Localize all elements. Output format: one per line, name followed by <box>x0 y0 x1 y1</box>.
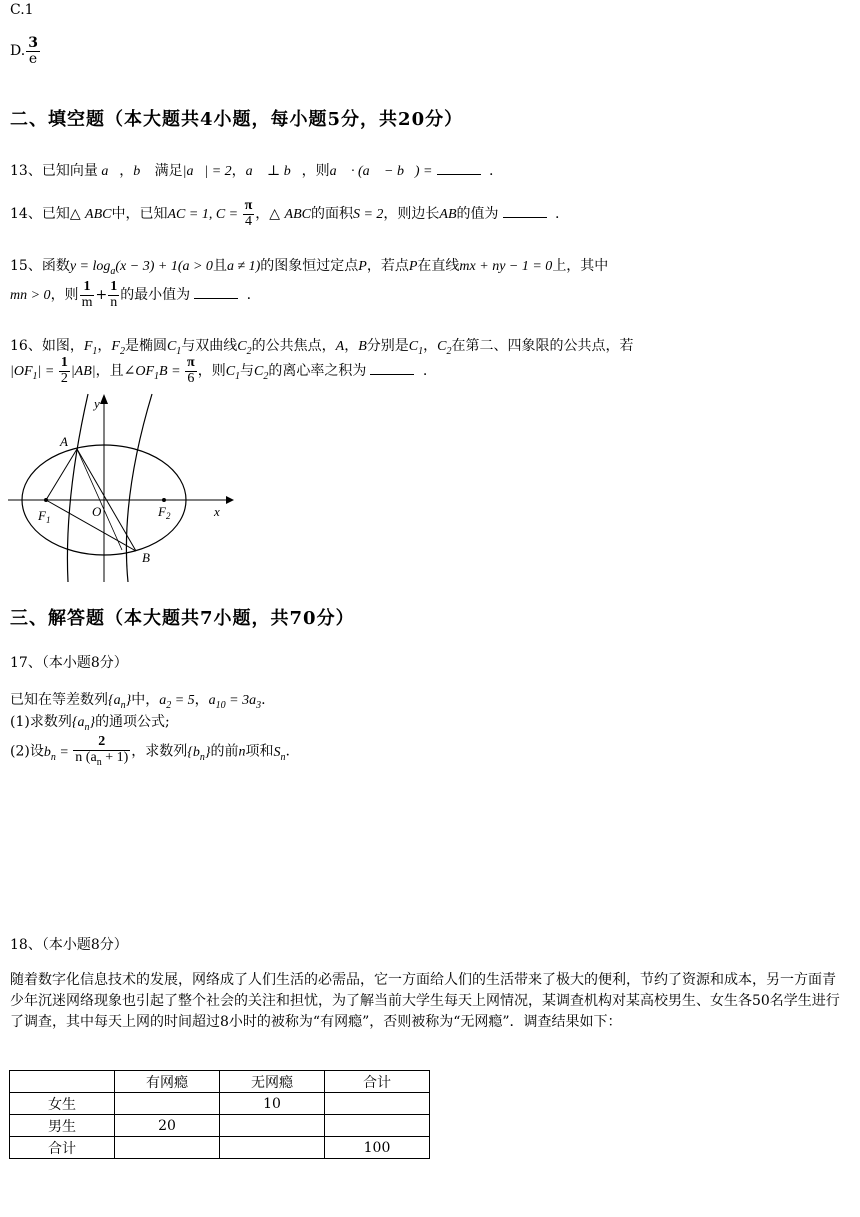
question-14: 14、已知△ ABC中，已知AC = 1, C = $\frac{\pi}{4}$ ，△ ABC的面积S = 2，则边长AB的值为 . <box>10 198 560 229</box>
label-y: y <box>94 396 100 411</box>
table-cell: 10 <box>220 1093 325 1115</box>
question-17-heading: 17、（本小题8分） <box>10 655 128 671</box>
label-b: B <box>142 550 150 565</box>
question-16-line-1: 16、如图，$F_1$，$F_2$是椭圆$C_1$与双曲线$C_2$的公共焦点，A，B分别是$C_1$，$C_2$在第二、四象限的公共点，若 <box>10 338 634 357</box>
label-o: O <box>92 504 102 519</box>
table-cell: 合计 <box>10 1137 115 1159</box>
table-cell: 男生 <box>10 1115 115 1137</box>
question-18-heading: 18、（本小题8分） <box>10 937 128 953</box>
question-15-line-1: 15、函数$y = \log_a(x - 3) + 1(a > 0$且a ≠ 1)的图象恒过定点P，若点P在直线mx + ny − 1 = 0上，其中 <box>10 258 609 277</box>
table-cell: 女生 <box>10 1093 115 1115</box>
question-17-line-2: (1)求数列$\{a_n\}$的通项公式; <box>10 714 170 733</box>
ellipse-hyperbola-figure <box>0 392 240 587</box>
question-13: 13、已知向量 a⃗，b⃗ 满足|a⃗| = 2，a⃗ ⊥ b⃗，则a⃗ · (a⃗ − b⃗) = . <box>10 163 494 179</box>
answer-blank-15[interactable] <box>194 286 238 299</box>
table-cell <box>220 1115 325 1137</box>
label-a: A <box>60 434 68 449</box>
table-row <box>10 1093 430 1115</box>
table-row <box>10 1115 430 1137</box>
option-c: C.1 <box>10 2 34 18</box>
answer-blank-14[interactable] <box>503 205 547 218</box>
answer-blank-16[interactable] <box>370 362 414 375</box>
table-cell <box>10 1071 115 1093</box>
question-17-line-3: (2)设$b_n$ = $\frac{2}{n (a_n + 1)}$ ，求数列$\{b_n\}$的前n项和$S_n$. <box>10 734 290 768</box>
x-axis-arrow-icon <box>226 496 234 504</box>
section-fill-heading: 二、填空题（本大题共4小题，每小题5分，共20分） <box>10 109 464 130</box>
label-f1: $F_1$ <box>38 508 51 525</box>
table-cell: 20 <box>115 1115 220 1137</box>
y-axis-arrow-icon <box>100 394 108 404</box>
table-header-row <box>10 1071 430 1093</box>
focus-f2-point <box>162 498 166 502</box>
option-d-fraction: $\frac{3}{e}$ <box>28 35 38 67</box>
option-d: D. $\frac{3}{e}$ <box>10 35 38 67</box>
label-x: x <box>214 504 220 519</box>
survey-table <box>9 1070 430 1159</box>
table-cell <box>115 1093 220 1115</box>
question-15-line-2: mn > 0，则 $\frac{1}{m}$ + $\frac{1}{n}$ 的最小值为 . <box>10 279 252 310</box>
focus-f1-point <box>44 498 48 502</box>
table-cell <box>220 1137 325 1159</box>
table-cell <box>325 1093 430 1115</box>
table-row <box>10 1137 430 1159</box>
label-f2: $F_2$ <box>158 504 171 521</box>
segment-f1-b <box>46 500 136 551</box>
table-cell: 有网瘾 <box>115 1071 220 1093</box>
segment-a-f1 <box>46 449 77 500</box>
table-cell <box>325 1115 430 1137</box>
question-16-line-2: $|OF_1|$ = $\frac{1}{2}$ |AB|，且$\angle OF_1B$ = $\frac{\pi}{6}$ ，则$C_1$与$C_2$的离心率之积为 . <box>10 355 428 386</box>
question-17-line-1: 已知在等差数列$\{a_n\}$中，$a_2 = 5$，$a_{10} = 3a_3$. <box>10 692 266 711</box>
answer-blank-13[interactable] <box>437 162 481 175</box>
question-18-paragraph: 随着数字化信息技术的发展，网络成了人们生活的必需品，它一方面给人们的生活带来了极大的便利，节约了资源和成本，另一方面青少年沉迷网络现象也引起了整个社会的关注和担忧，为了解当前大学生每天上网情况，某调查机构对某高校男生、女生各50名学生进行了调查，其中每天上网的时间超过8小时的被称为“有网瘾”，否则被称为“无网瘾”．调查结果如下： <box>10 972 840 1030</box>
table-cell: 合计 <box>325 1071 430 1093</box>
table-cell: 无网瘾 <box>220 1071 325 1093</box>
table-cell: 100 <box>325 1137 430 1159</box>
table-cell <box>115 1137 220 1159</box>
section-solve-heading: 三、解答题（本大题共7小题，共70分） <box>10 608 355 629</box>
